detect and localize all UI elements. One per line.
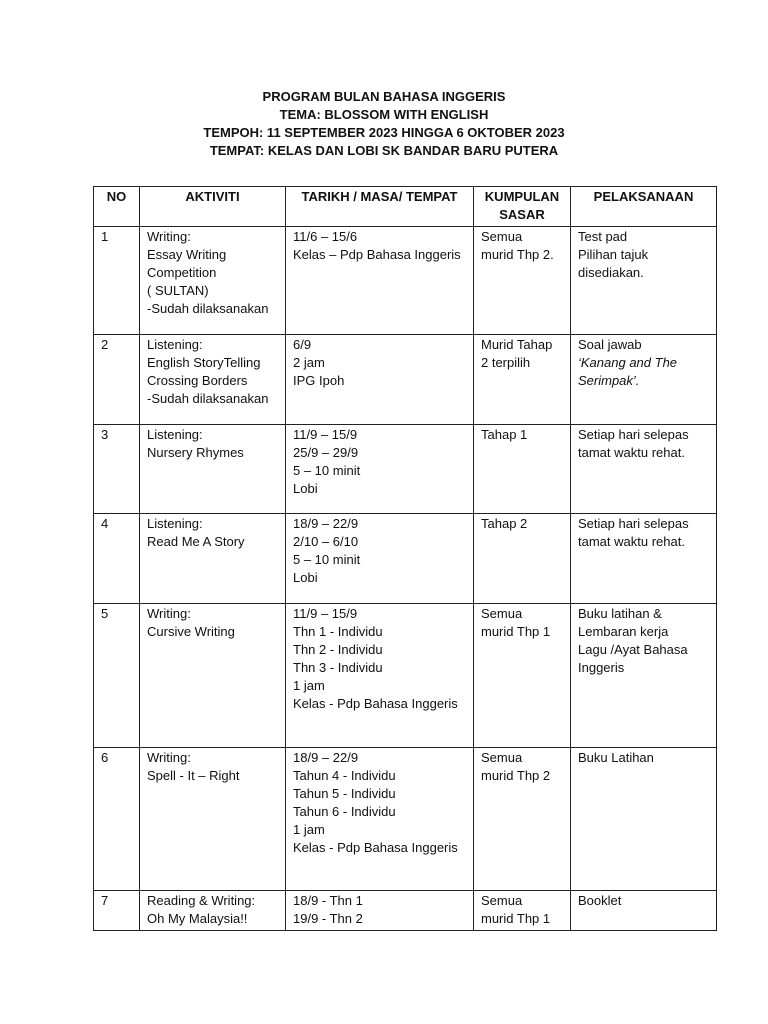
column-header-aktiviti: AKTIVITI [140,187,286,227]
cell-line: 5 – 10 minit [293,463,361,478]
header-venue: TEMPAT: KELAS DAN LOBI SK BANDAR BARU PUTERA [209,143,559,158]
cell-line: murid Thp 1 [481,911,551,926]
table-row [94,514,717,604]
cell-no: 5 [94,604,140,748]
cell-line: Lobi [293,570,318,585]
column-header-tarikh: TARIKH / MASA/ TEMPAT [286,187,474,227]
cell-line: Tahun 6 - Individu [293,804,396,819]
cell-line: murid Thp 2. [481,247,554,262]
cell-no: 6 [94,748,140,891]
cell-line: 18/9 - Thn 1 [293,893,363,908]
cell-line: English StoryTelling [147,355,261,370]
cell-line: Lobi [293,481,318,496]
cell-tarikh [286,335,474,425]
cell-pelaksanaan [571,227,717,335]
cell-line: Listening: [147,516,203,531]
table-row [94,891,717,931]
cell-line: -Sudah dilaksanakan [147,391,269,406]
cell-line: 2 terpilih [481,355,531,370]
cell-pelaksanaan [571,604,717,748]
cell-line: murid Thp 2 [481,768,551,783]
cell-line: Setiap hari selepas [578,516,689,531]
cell-line: Writing: [147,750,191,765]
cell-line: Lagu /Ayat Bahasa [578,642,688,657]
cell-kumpulan [474,227,571,335]
cell-line: Semua [481,893,523,908]
cell-line: 11/6 – 15/6 [293,229,358,244]
cell-line: Kelas - Pdp Bahasa Inggeris [293,696,458,711]
cell-line: 18/9 – 22/9 [293,516,359,531]
table-row [94,227,717,335]
cell-line: -Sudah dilaksanakan [147,301,269,316]
cell-no: 2 [94,335,140,425]
cell-line: Soal jawab [578,337,642,352]
cell-line: Booklet [578,893,622,908]
cell-line: Tahun 4 - Individu [293,768,396,783]
header-period: TEMPOH: 11 SEPTEMBER 2023 HINGGA 6 OKTOBER 2023 [203,125,565,140]
cell-line: 2/10 – 6/10 [293,534,359,549]
cell-kumpulan [474,514,571,604]
cell-line: Semua [481,606,523,621]
cell-line: 6/9 [293,337,312,352]
cell-line: Pilihan tajuk [578,247,649,262]
cell-no: 4 [94,514,140,604]
cell-line: Buku Latihan [578,750,654,765]
cell-kumpulan [474,604,571,748]
cell-aktiviti [140,227,286,335]
cell-line: Oh My Malaysia!! [147,911,248,926]
cell-tarikh [286,604,474,748]
cell-aktiviti [140,748,286,891]
cell-pelaksanaan [571,748,717,891]
cell-line: Writing: [147,229,191,244]
cell-kumpulan [474,748,571,891]
cell-line: Tahun 5 - Individu [293,786,396,801]
cell-aktiviti [140,514,286,604]
table-row [94,335,717,425]
cell-pelaksanaan [571,335,717,425]
document-header [0,88,768,160]
cell-line: murid Thp 1 [481,624,551,639]
program-table [93,186,717,931]
column-header-no: NO [94,187,140,227]
cell-line: Tahap 2 [481,516,528,531]
cell-no: 7 [94,891,140,931]
cell-line: Writing: [147,606,191,621]
cell-line: 5 – 10 minit [293,552,361,567]
table-header-row [94,187,717,227]
cell-line: Spell - It – Right [147,768,240,783]
table-row [94,425,717,514]
table-row [94,604,717,748]
cell-line: disediakan. [578,265,644,280]
column-header-kumpulan: KUMPULAN SASAR [474,187,571,227]
cell-line: Listening: [147,337,203,352]
cell-aktiviti [140,335,286,425]
cell-line: Semua [481,750,523,765]
cell-line: IPG Ipoh [293,373,345,388]
cell-line: Nursery Rhymes [147,445,244,460]
cell-line: 1 jam [293,822,325,837]
cell-kumpulan [474,891,571,931]
cell-line: tamat waktu rehat. [578,534,685,549]
cell-line: Setiap hari selepas [578,427,689,442]
column-header-pelaksanaan: PELAKSANAAN [571,187,717,227]
cell-line: Thn 1 - Individu [293,624,383,639]
cell-tarikh [286,227,474,335]
header-theme: TEMA: BLOSSOM WITH ENGLISH [279,107,489,122]
cell-kumpulan [474,425,571,514]
cell-line: 25/9 – 29/9 [293,445,359,460]
cell-line: Inggeris [578,660,625,675]
cell-tarikh [286,425,474,514]
cell-line: Thn 3 - Individu [293,660,383,675]
cell-aktiviti [140,604,286,748]
cell-line: Kelas – Pdp Bahasa Inggeris [293,247,461,262]
cell-pelaksanaan [571,425,717,514]
cell-line: Essay Writing [147,247,227,262]
cell-line: 11/9 – 15/9 [293,427,358,442]
cell-no: 3 [94,425,140,514]
cell-line: Tahap 1 [481,427,528,442]
cell-line: Serimpak’. [578,373,640,388]
cell-tarikh [286,514,474,604]
table-row [94,748,717,891]
cell-line: Reading & Writing: [147,893,256,908]
cell-line: 1 jam [293,678,325,693]
cell-line: Read Me A Story [147,534,245,549]
cell-line: Test pad [578,229,628,244]
cell-line: Murid Tahap [481,337,553,352]
cell-tarikh [286,891,474,931]
cell-line: ( SULTAN) [147,283,209,298]
cell-no: 1 [94,227,140,335]
cell-pelaksanaan [571,891,717,931]
cell-tarikh [286,748,474,891]
cell-aktiviti [140,891,286,931]
cell-line: Crossing Borders [147,373,248,388]
cell-line: Buku latihan & [578,606,662,621]
cell-line: tamat waktu rehat. [578,445,685,460]
table-body [94,227,717,931]
cell-line: Thn 2 - Individu [293,642,383,657]
cell-aktiviti [140,425,286,514]
cell-line: Lembaran kerja [578,624,669,639]
cell-line: 18/9 – 22/9 [293,750,359,765]
cell-line: 2 jam [293,355,325,370]
cell-line: ‘Kanang and The [578,355,678,370]
cell-line: Cursive Writing [147,624,235,639]
cell-line: 11/9 – 15/9 [293,606,358,621]
cell-line: 19/9 - Thn 2 [293,911,363,926]
cell-pelaksanaan [571,514,717,604]
cell-line: Competition [147,265,217,280]
cell-kumpulan [474,335,571,425]
header-program-title: PROGRAM BULAN BAHASA INGGERIS [262,89,506,104]
cell-line: Semua [481,229,523,244]
cell-line: Listening: [147,427,203,442]
cell-line: Kelas - Pdp Bahasa Inggeris [293,840,458,855]
